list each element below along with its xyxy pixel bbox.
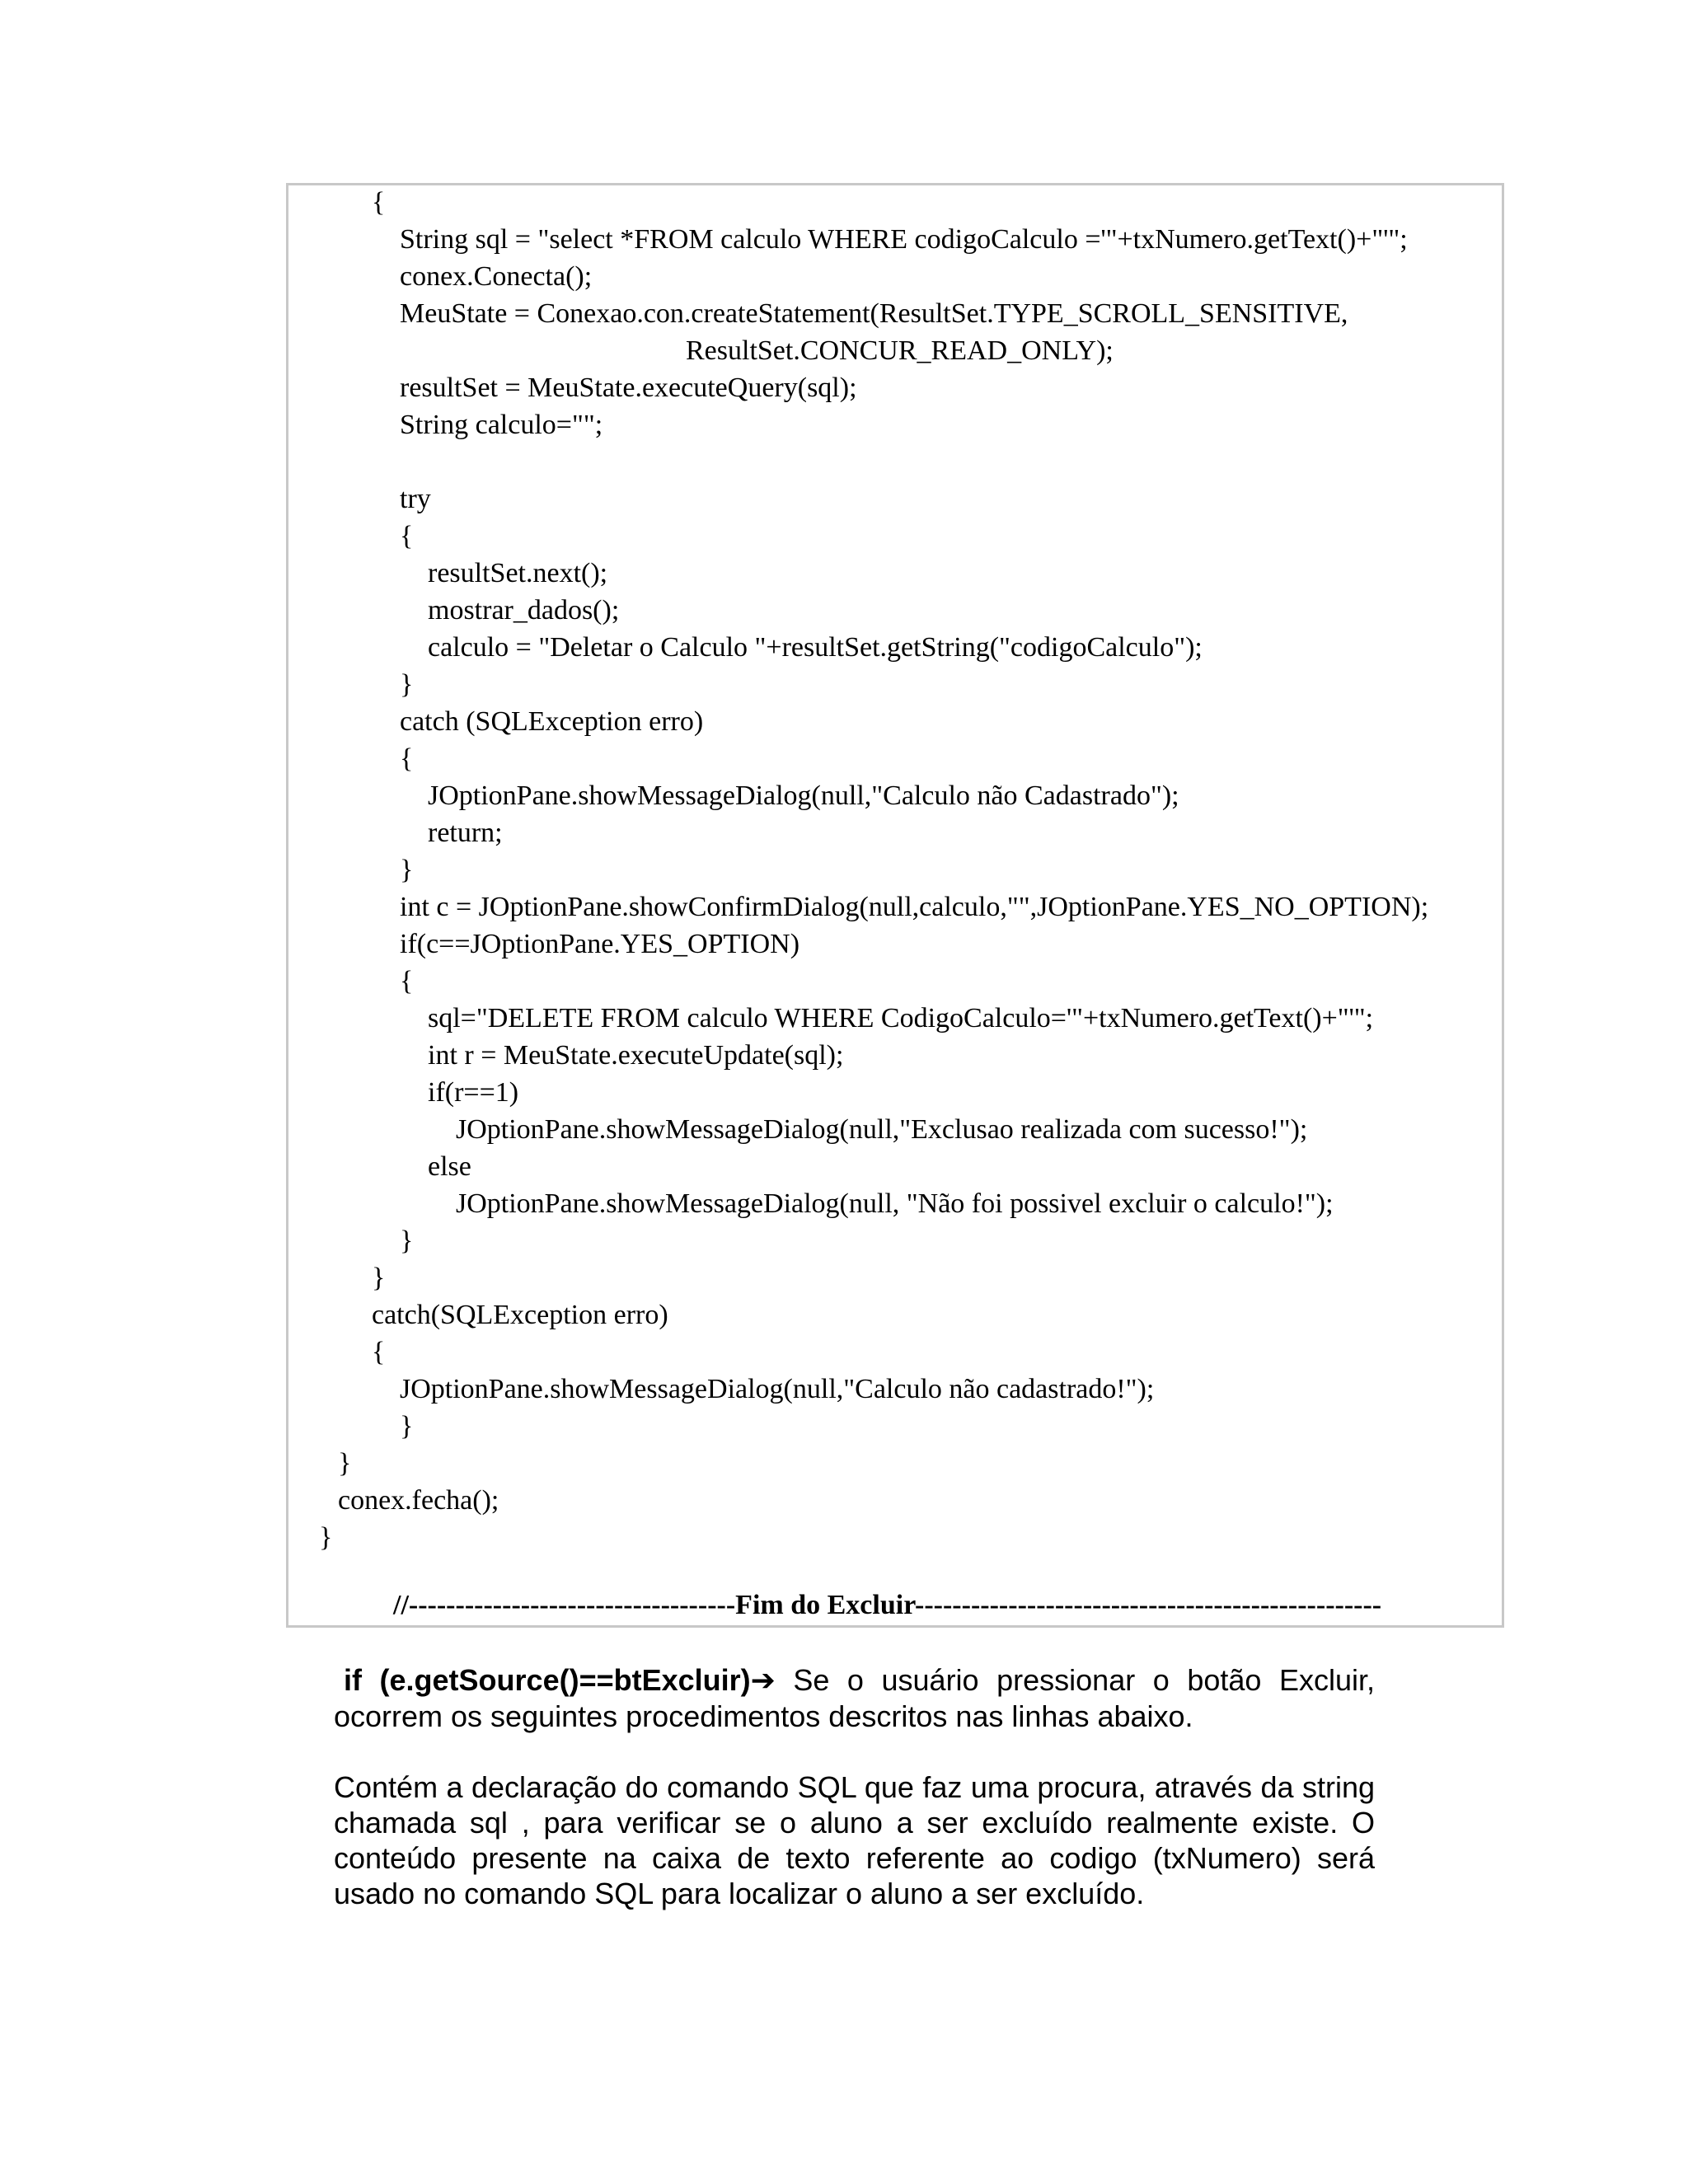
arrow-icon: ➔ [750,1664,776,1698]
code-line: } [338,1448,352,1479]
code-line: JOptionPane.showMessageDialog(null, "Não foi possivel excluir o calculo!"); [456,1188,1334,1219]
code-line: resultSet.next(); [428,558,608,588]
code-line: JOptionPane.showMessageDialog(null,"Exclusao realizada com sucesso!"); [456,1114,1308,1145]
code-line: conex.fecha(); [338,1485,499,1516]
code-line: } [400,669,414,700]
code-line: calculo = "Deletar o Calculo "+resultSet.getString("codigoCalculo"); [428,632,1203,663]
paragraph-excluir-intro-text: Se o usuário pressionar o botão Excluir, ocorrem os seguintes procedimentos descritos nas linhas abaixo. [334,1663,1375,1733]
code-line: { [400,743,414,774]
code-line: conex.Conecta(); [372,261,593,292]
code-line: sql="DELETE FROM calculo WHERE CodigoCalculo='"+txNumero.getText()+"'"; [428,1003,1374,1033]
code-line: return; [428,818,503,848]
code-line: { [372,1337,386,1367]
code-line: mostrar_dados(); [428,595,620,626]
source-condition: if (e.getSource()==btExcluir) [344,1663,751,1697]
end-of-excluir-marker: //-----------------------------------Fim do Excluir-------------------------------------------------- [393,1590,1382,1620]
code-line: JOptionPane.showMessageDialog(null,"Calculo não cadastrado!"); [400,1374,1155,1404]
code-line: if(c==JOptionPane.YES_OPTION) [400,929,800,959]
code-line: JOptionPane.showMessageDialog(null,"Calculo não Cadastrado"); [428,780,1179,811]
code-line: { [400,966,414,996]
code-line: String calculo=""; [372,410,603,440]
code-line: } [372,1263,386,1293]
paragraph-excluir-intro [334,1662,1375,1734]
code-line: } [400,1226,414,1256]
code-line: String sql = "select *FROM calculo WHERE codigoCalculo ='"+txNumero.getText()+"'"; [372,224,1408,255]
code-line: { [372,187,386,218]
code-line: { [400,521,414,551]
code-line: ResultSet.CONCUR_READ_ONLY); [686,335,1114,366]
code-line: catch (SQLException erro) [400,706,704,737]
code-line: } [319,1522,333,1553]
code-line: try [400,484,431,514]
code-line: resultSet = MeuState.executeQuery(sql); [372,373,857,403]
code-line: catch(SQLException erro) [372,1300,668,1330]
code-line: MeuState = Conexao.con.createStatement(ResultSet.TYPE_SCROLL_SENSITIVE, [372,298,1348,329]
paragraph-sql-description: Contém a declaração do comando SQL que faz uma procura, através da string chamada sql , para verificar se o aluno a ser excluído realmente existe. O conteúdo presente na caixa de texto referente ao codigo (txNumero) será usado no comando SQL para localizar o aluno a ser excluído. [334,1770,1375,1910]
code-line: else [428,1151,471,1182]
code-line: if(r==1) [428,1077,519,1108]
code-line: int r = MeuState.executeUpdate(sql); [428,1040,844,1071]
code-line: } [400,1411,414,1441]
code-line: } [400,855,414,885]
code-line: int c = JOptionPane.showConfirmDialog(null,calculo,"",JOptionPane.YES_NO_OPTION); [400,892,1429,922]
